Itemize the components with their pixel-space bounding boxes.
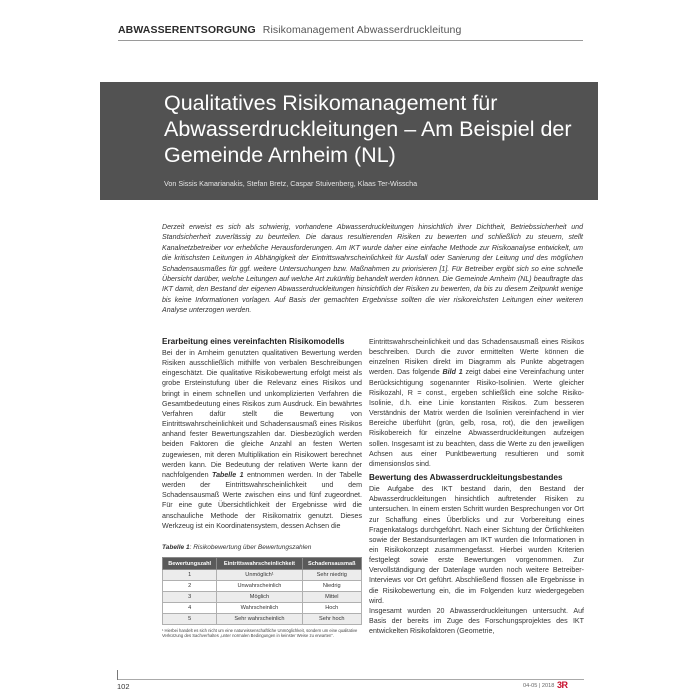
right-body-text-3: Insgesamt wurden 20 Abwasserdruckleitungen untersucht. Auf Basis der bereits im Zuge des Forschungsprojektes des IKT entwickelten Risikofaktoren (Geometrie, — [369, 606, 584, 636]
table-row — [163, 603, 362, 614]
left-column — [162, 337, 362, 531]
table-header-row — [163, 558, 362, 570]
table-cell: Sehr hoch — [302, 614, 361, 625]
magazine-logo: 3R — [557, 680, 568, 690]
running-header — [118, 24, 461, 36]
left-body-text — [162, 348, 362, 531]
table-cell: 5 — [163, 614, 217, 625]
table-cell: 2 — [163, 581, 217, 592]
header-divider — [118, 40, 583, 41]
footer-divider — [118, 679, 584, 680]
right-body-text — [369, 337, 584, 469]
table-cell: Wahrscheinlich — [217, 603, 302, 614]
article-authors: Von Sissis Kamarianakis, Stefan Bretz, Caspar Stuivenberg, Klaas Ter-Wisscha — [164, 179, 418, 188]
table-row — [163, 592, 362, 603]
page-number: 102 — [117, 682, 130, 691]
table-cell: Unwahrscheinlich — [217, 581, 302, 592]
table-caption — [162, 544, 311, 551]
table-cell: Hoch — [302, 603, 361, 614]
table-cell: 3 — [163, 592, 217, 603]
section-heading-assessment: Bewertung des Abwasserdruckleitungsbestandes — [369, 473, 563, 483]
section-heading-risk-model: Erarbeitung eines vereinfachten Risikomodells — [162, 337, 345, 346]
body-text: Eintrittswahrscheinlichkeit und das Schadensausmaß eines Risikos beschreiben. Durch die zuvor ermittelten Werte können die einzelnen Risiken direkt im Diagramm als Punkte abgetragen werden. Das folgende — [369, 338, 584, 377]
table-reference: Tabelle 1 — [212, 470, 244, 479]
table-cell: Unmöglich¹ — [217, 570, 302, 581]
column-header: Eintrittswahrscheinlichkeit — [217, 558, 302, 570]
table-cell: Niedrig — [302, 581, 361, 592]
right-column — [369, 337, 584, 636]
table-caption-text: : Risikobewertung über Bewertungszahlen — [189, 544, 312, 551]
table-row — [163, 570, 362, 581]
column-header: Bewertungszahl — [163, 558, 217, 570]
body-text: entnommen werden. In der Tabelle werden der Eintrittswahrscheinlichkeit und dem Schadensausmaß Werte zwischen eins und fünf zugeordnet. Für eine gute Übersichtlichkeit der Ergebnisse wird die anschauliche Methode der Risikomatrix genutzt. Dieses Werkzeug ist ein Koordinatensystem, dessen Achsen die — [162, 470, 362, 530]
table-cell: Sehr wahrscheinlich — [217, 614, 302, 625]
body-text: Bei der in Arnheim genutzten qualitativen Bewertung werden Risiken ausschließlich mithilfe von verbalen Beschreibungen eingeschätzt. Die qualitative Risikobewertung erfolgt meist als grobe Ersteinstufung über die Relevanz eines Risikos und bringt in einem schnellen und unkomplizierten Verfahren die Gesamtbedeutung eines Risikos zum Ausdruck. Ein bewährtes Verfahren dafür stellt die Bewertung von Eintrittswahrscheinlichkeit und Schadensausmaß eines Risikos anhand fester Bewertungszahlen dar. Diesbezüglich werden beiden Faktoren die gleiche Anzahl an festen Werten zugewiesen, mit deren Multiplikation ein Risikowert berechnet werden kann. Die Bedeutung der relativen Werte kann der nachfolgenden — [162, 349, 362, 479]
table-caption-label: Tabelle 1 — [162, 544, 190, 551]
right-body-text-2: Die Aufgabe des IKT bestand darin, den Bestand der Abwasserdruckleitungen hinsichtlich auftretender Risiken zu untersuchen. In einem ersten Schritt wurden Besprechungen vor Ort zur Schaffung eines Überblicks und zur Vorbereitung eines Fragenkatalogs durchgeführt. Nach einer Sichtung der Örtlichkeiten sowie der Bestandsunterlagen am IKT wurden die Informationen in ein Risikokonzept zusammengefasst. Hierbei wurden Kriterien festgelegt sowie erste Bewertungen vorgenommen. Zur Vervollständigung der Datenlage wurden noch weitere Betreiber-Interviews vor Ort geführt. Abschließend flossen alle Ergebnisse in die Risikobewertung ein, die im Folgenden kurz wiedergegeben wird. — [369, 485, 584, 605]
table-row — [163, 614, 362, 625]
table-cell: 4 — [163, 603, 217, 614]
issue-label: 04-05 | 2018 — [523, 683, 555, 689]
figure-reference: Bild 1 — [442, 368, 463, 377]
table-row — [163, 581, 362, 592]
table-cell: 1 — [163, 570, 217, 581]
article-lead: Derzeit erweist es sich als schwierig, vorhandene Abwasserdruckleitungen hinsichtlich ihrer Dichtheit, Betriebssicherheit und Standsicherheit zuverlässig zu beurteilen. Die daraus resultierenden Risiken zu bewerten und schließlich zu steuern, stellt Kanalnetzbetreiber vor erhebliche Herausforderungen. Am IKT wurde daher eine einfache Methode zur Risikoanalyse entwickelt, um die kritischsten Leitungen in Abhängigkeit der Eintrittswahrscheinlichkeit für Ausfall oder Sanierung der Leitung und des möglichen Schadensausmaßes für ggf. weitere Untersuchungen bzw. Maßnahmen zu priorisieren [1]. Für Betreiber ergibt sich so eine schnelle Übersicht darüber, welche Leitungen auf welche Art zukünftig behandelt werden können. Die Gemeinde Arnheim (NL) beauftragte das IKT damit, den Bestand der eigenen Abwasserdruckleitungen hinsichtlich der Risiken zu bewerten, da bis zu diesem Zeitpunkt wenige bis keine Informationen vorlagen. Auf Basis der gemachten Ergebnisse sollten die vier risikoreichsten Leitungen einer weiteren Analyse unterzogen werden. — [162, 224, 583, 315]
column-header: Schadensausmaß — [302, 558, 361, 570]
table-cell: Sehr niedrig — [302, 570, 361, 581]
risk-rating-table — [162, 557, 362, 625]
title-banner — [100, 82, 598, 200]
table-cell: Möglich — [217, 592, 302, 603]
body-text: zeigt dabei eine Vereinfachung unter Berücksichtigung sogenannter Risiko-Isolinien. Werte gleicher Risikozahl, R = const., ergeben schließlich eine solche Risiko-Isolinie, d.h. eine Linie konstanten Risikos. Zum besseren Verständnis der Matrix werden die Isolinien vereinfachend in vier Bereiche überführt (grün, gelb, rosa, rot), die den jeweiligen Risikobereich für einzelne Abwasserdruckleitungen aufzeigen sollen. Insgesamt ist zu beachten, dass die Werte zu den jeweiligen Achsen aus einer Punktbewertung resultieren und somit dimensionslos sind. — [369, 368, 584, 468]
article-title: Qualitatives Risikomanagement für Abwasserdruckleitungen – Am Beispiel der Gemeinde Arnheim (NL) — [164, 91, 572, 167]
table-cell: Mittel — [302, 592, 361, 603]
section-label: ABWASSERENTSORGUNG — [118, 24, 256, 36]
table-footnote: ¹ Hierbei handelt es sich nicht um eine naturwissenschaftliche Unmöglichkeit, sondern um eine qualitative Verkürzung des Sachverhaltes „unter normalen Bedingungen in keinster Weise zu erwarten“. — [162, 628, 358, 639]
subsection-label: Risikomanagement Abwasserdruckleitung — [262, 24, 462, 36]
